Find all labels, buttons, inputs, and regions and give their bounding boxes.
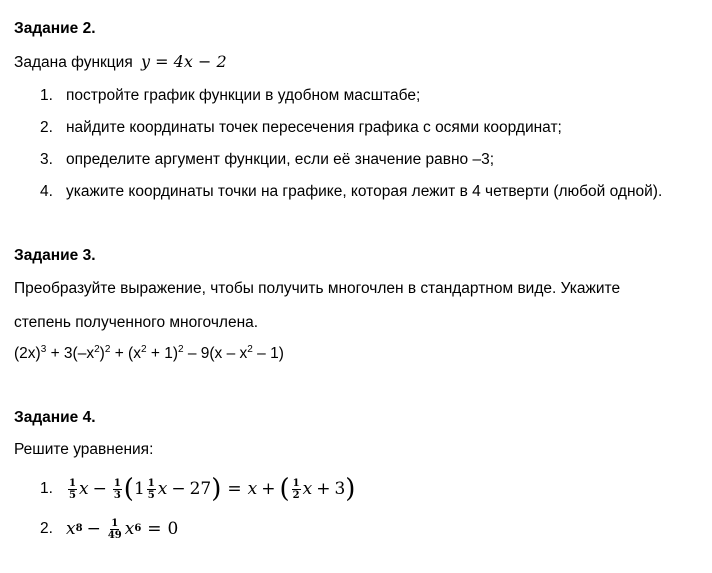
task3-text-line1: Преобразуйте выражение, чтобы получить многочлен в стандартном виде. Укажите (14, 280, 621, 297)
task4-intro: Решите уравнения: (14, 441, 154, 458)
task4-equation-1: 1. $\frac{1}{5}$ x − $\frac{1}{3}$ ( 1 $\frac{1}{5}$ x − 27 ) = x + ( $\frac{1}{2}$ x + 3 ) (40, 474, 356, 504)
task4-title: Задание 4. (14, 409, 96, 426)
task3-expression (14, 345, 284, 363)
task2-item-1: 1. постройте график функции в удобном масштабе; (40, 87, 421, 104)
task2-title: Задание 2. (14, 20, 96, 37)
task4-equation-2: 2. x 8 − $\frac{1}{49}$ x 6 = 0 (40, 517, 179, 541)
task3-title: Задание 3. (14, 247, 96, 264)
task2-item-2: 2. найдите координаты точек пересечения графика с осями координат; (40, 119, 562, 136)
task2-item-3: 3. определите аргумент функции, если её значение равно –3; (40, 151, 495, 168)
task2-function: y = 4x − 2 (141, 52, 227, 71)
task3-expression-visual: $(2x)^3 + 3(-x^2)^2 + (x^2 + 1)^2 - 9(x - x^2 - 1)$ (14, 344, 284, 362)
task3-text-line2: степень полученного многочлена. (14, 314, 259, 331)
eq1-visual: $\frac{1}{5}$ x − $\frac{1}{3}$ ( 1 $\frac{1}{5}$ x − 27 ) = x + ( $\frac{1}{2}$ x + 3 ) (69, 474, 356, 504)
task2-intro: Задана функция (14, 54, 133, 71)
task2-intro-line (14, 52, 227, 72)
eq2-visual: x 8 − $\frac{1}{49}$ x 6 = 0 (66, 517, 179, 541)
task2-item-4: 4. укажите координаты точки на графике, которая лежит в 4 четверти (любой одной). (40, 183, 663, 200)
